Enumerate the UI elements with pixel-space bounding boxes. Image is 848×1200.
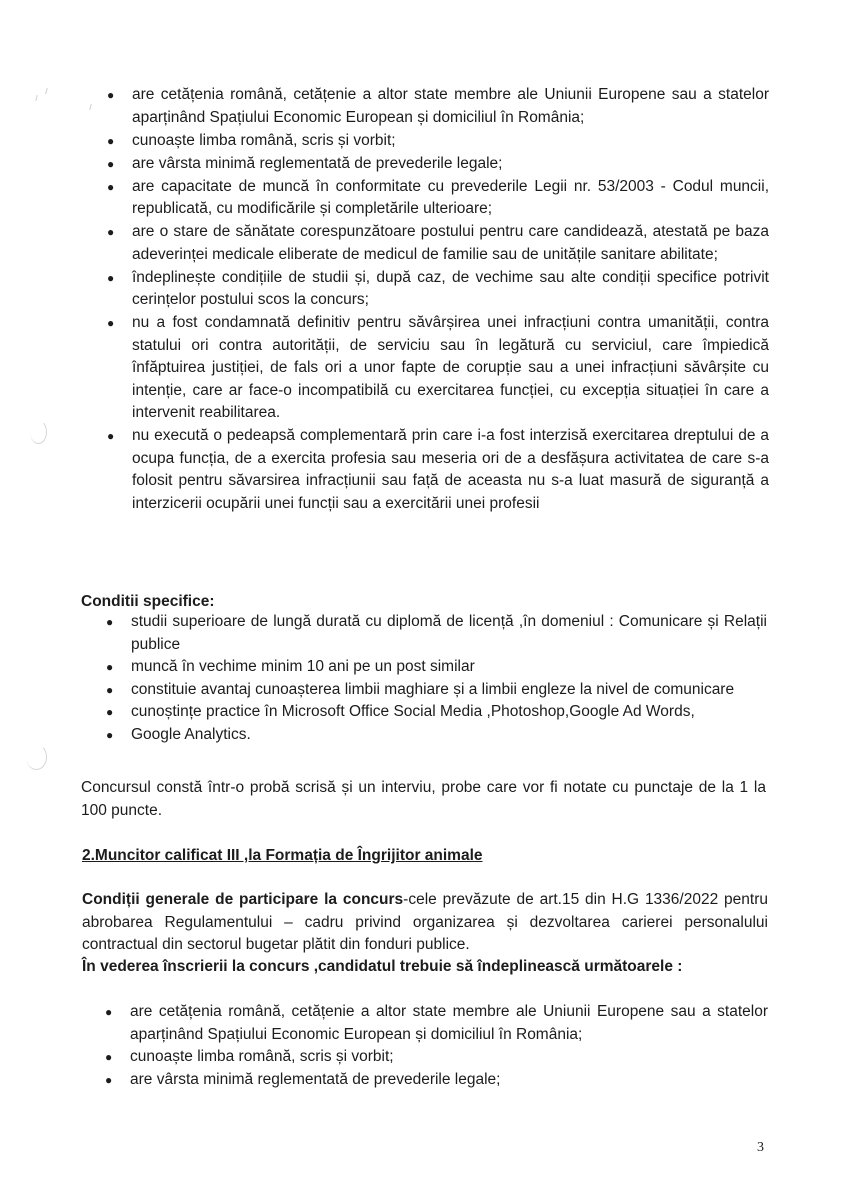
bullet-icon: ● [107, 88, 115, 102]
list-item-text: are cetățenia română, cetățenie a altor state membre ale Uniunii Europene sau a statelor aparținând Spațiului Economic European și domiciliul în România; [132, 86, 769, 126]
list-item-text: are o stare de sănătate corespunzătoare postului pentru care candidează, atestată pe baza adeverinței medicale eliberate de medicul de familie sau de unitățile sanitare abilitate; [132, 223, 769, 263]
general-conditions-label: Condiții generale de participare la concurs [82, 891, 404, 908]
list-item-text: are cetățenia română, cetățenie a altor state membre ale Uniunii Europene sau a statelor aparținând Spațiului Economic European și domiciliul în România; [130, 1003, 768, 1043]
list-item-text: cunoaște limba română, scris și vorbit; [132, 131, 396, 149]
scan-hole-mark [30, 420, 47, 444]
page-number: 3 [757, 1140, 764, 1155]
list-item [107, 425, 769, 515]
list-item [107, 130, 769, 153]
bullet-icon: ● [107, 156, 115, 171]
list-item-text: Google Analytics. [131, 725, 251, 743]
bullet-icon: ● [107, 179, 115, 194]
list-item-text: constituie avantaj cunoașterea limbii maghiare și a limbii engleze la nivel de comunicare [131, 680, 735, 698]
list-item [106, 724, 767, 747]
section-title: 2.Muncitor calificat III ,la Formația de Îngrijitor animale [82, 847, 483, 864]
list-item-text: cunoaște limba română, scris și vorbit; [130, 1048, 394, 1065]
specific-conditions-list [106, 611, 767, 746]
bullet-icon: ● [106, 705, 114, 719]
scan-speck [45, 88, 48, 94]
bullet-icon: ● [107, 270, 115, 285]
general-conditions-paragraph [82, 889, 768, 957]
list-item [105, 1069, 768, 1092]
list-item [107, 312, 769, 425]
list-item [107, 153, 769, 176]
list-item [106, 701, 767, 724]
bullet-icon: ● [107, 316, 115, 330]
list-item [107, 221, 769, 266]
list-item [106, 656, 767, 679]
bullet-icon: ● [105, 1005, 113, 1019]
bullet-icon: ● [107, 133, 115, 148]
list-item [107, 84, 769, 129]
exam-description-paragraph: Concursul constă într-o probă scrisă și un interviu, probe care vor fi notate cu punctaje de la 1 la 100 puncte. [81, 779, 766, 819]
bullet-icon: ● [106, 682, 114, 697]
bullet-icon: ● [106, 660, 114, 674]
bullet-icon: ● [106, 615, 114, 629]
list-item [105, 1046, 768, 1069]
bullet-icon: ● [105, 1072, 113, 1087]
enrollment-requirements-heading: În vederea înscrierii la concurs ,candidatul trebuie să îndeplinească următoarele : [82, 958, 683, 975]
list-item-text: nu a fost condamnată definitiv pentru săvârșirea unei infracțiuni contra umanității, contra statului ori contra autorității, de serviciu sau în legătură cu serviciul, care împiedică înfăptuirea justiției, de fals ori a unor fapte de corupție sau a unei infracțiuni săvârșite cu intenție, care ar face-o incompatibilă cu exercitarea funcției, cu excepția situației în care a intervenit reabilitarea. [132, 314, 769, 421]
list-item-text: cunoștințe practice în Microsoft Office Social Media ,Photoshop,Google Ad Words, [131, 703, 695, 720]
list-item [107, 267, 769, 312]
bullet-icon: ● [106, 727, 114, 742]
list-item-text: are vârsta minimă reglementată de prevederile legale; [132, 154, 503, 172]
bullet-icon: ● [105, 1050, 113, 1064]
list-item-text: muncă în vechime minim 10 ani pe un post similar [131, 658, 475, 675]
list-item-text: îndeplinește condițiile de studii și, după caz, de vechime sau alte condiții specifice potrivit cerințelor postului scos la concurs; [132, 268, 769, 308]
list-item [107, 176, 769, 221]
list-item [105, 1001, 768, 1046]
scan-speck [35, 95, 38, 101]
scan-speck [89, 104, 92, 110]
list-item-text: are vârsta minimă reglementată de prevederile legale; [130, 1070, 501, 1088]
list-item [106, 611, 767, 656]
list-item-text: studii superioare de lungă durată cu diplomă de licență ,în domeniul : Comunicare și Relații publice [131, 613, 767, 653]
bullet-icon: ● [107, 225, 115, 239]
specific-conditions-heading: Conditii specifice: [81, 593, 215, 610]
bullet-icon: ● [107, 429, 115, 443]
list-item [106, 679, 767, 702]
list-item-text: are capacitate de muncă în conformitate cu prevederile Legii nr. 53/2003 - Codul muncii, republicată, cu modificările și completările ulterioare; [132, 177, 769, 217]
scan-hole-mark [26, 744, 47, 770]
general-conditions-list-2 [105, 1001, 768, 1091]
general-conditions-list-1 [107, 84, 769, 516]
list-item-text: nu execută o pedeapsă complementară prin care i-a fost interzisă exercitarea dreptului de a ocupa funcția, de a exercita profesia sau meseria ori de a desfășura activitatea de care s-a folosit pentru săvarsirea infracțiunii sau față de aceasta nu s-a luat masură de siguranță a interzicerii ocupării unei funcții sau a exercitării unei profesii [132, 427, 769, 512]
general-conditions-text: -cele prevăzute de art.15 din H.G 1336/2022 pentru abrobarea Regulamentului – cadru privind organizarea și dezvoltarea carierei personalului contractual din sectorul bugetar plătit din fonduri publice. [82, 891, 768, 953]
